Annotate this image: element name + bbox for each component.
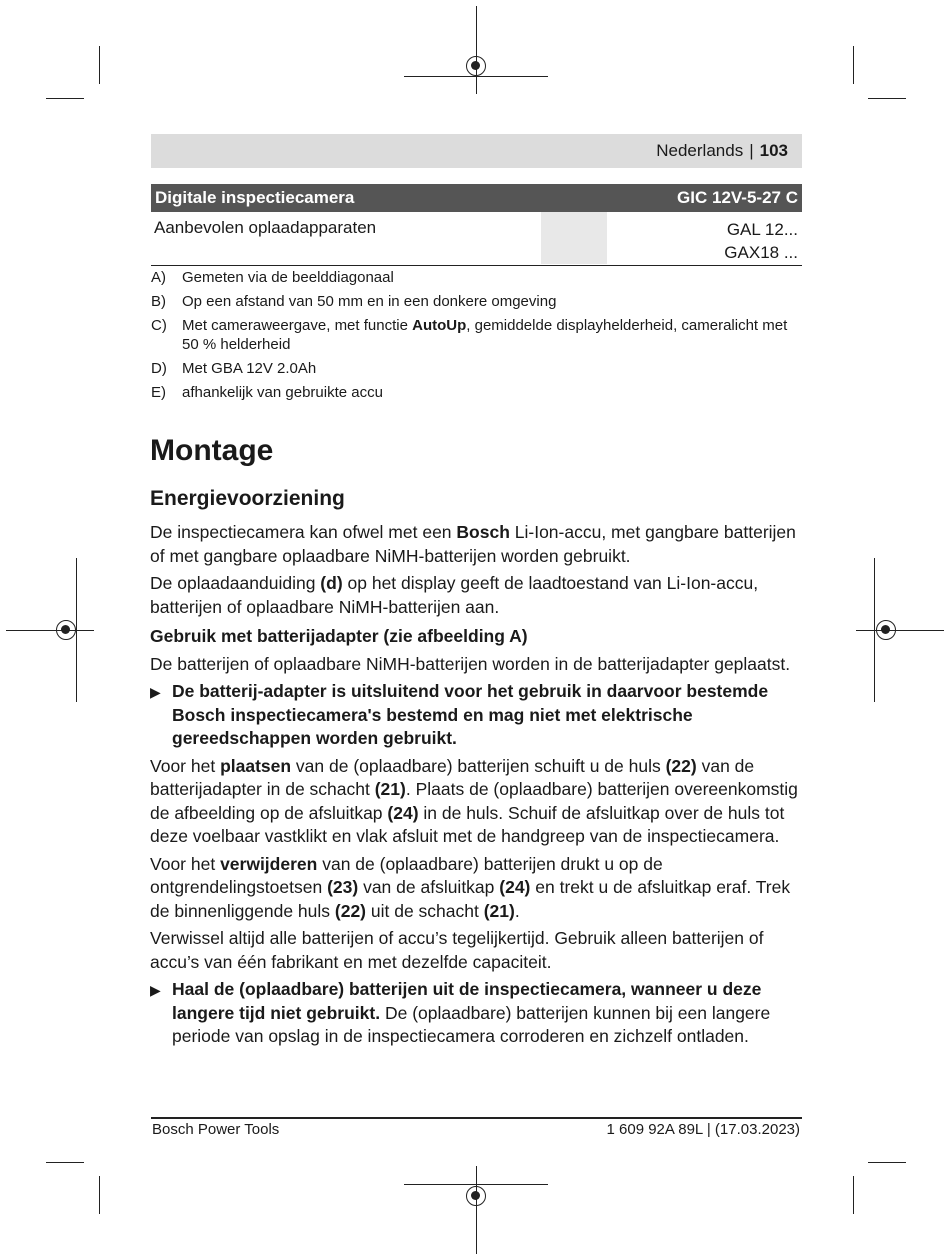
text-run: De inspectiecamera kan ofwel met een bbox=[150, 522, 457, 542]
row-value bbox=[724, 218, 798, 264]
text-run: op het display geeft de laadtoestand van Li-Ion-accu, batterijen of oplaadbare NiMH-batterijen aan. bbox=[150, 573, 759, 617]
text-run: Li-Ion-accu, met gangbare batterijen of met gangbare oplaadbare NiMH-batterijen worden gebruikt. bbox=[150, 522, 796, 566]
empty-cell bbox=[541, 212, 607, 264]
paragraph: De batterijen of oplaadbare NiMH-batterijen worden in de batterijadapter geplaatst. bbox=[150, 653, 791, 674]
text-run: . bbox=[514, 900, 520, 921]
footnote bbox=[151, 359, 801, 378]
section-title: Montage bbox=[150, 434, 274, 467]
warning-text: De batterij-adapter is uitsluitend voor het gebruik in daarvoor bestemde Bosch inspectiecamera's bestemd en mag niet met elektrische gereedschappen worden gebruikt. bbox=[172, 681, 769, 748]
body-text bbox=[150, 521, 805, 1053]
footnotes bbox=[151, 268, 801, 407]
footnote-text: Op een afstand van 50 mm en in een donkere omgeving bbox=[182, 293, 557, 310]
page-header bbox=[151, 134, 802, 168]
paragraph bbox=[150, 572, 805, 619]
footnote-text: Met GBA 12V 2.0Ah bbox=[182, 360, 317, 377]
text-run: uit de schacht bbox=[366, 900, 484, 921]
model-number: GIC 12V-5-27 C bbox=[677, 188, 798, 207]
reference-label: (24) bbox=[499, 877, 531, 897]
footnote bbox=[151, 316, 801, 354]
footnote bbox=[151, 292, 801, 311]
charger-1: GAL 12... bbox=[726, 220, 798, 239]
footnote-key: D) bbox=[151, 360, 167, 377]
footnote-key: A) bbox=[151, 269, 166, 286]
paragraph bbox=[150, 755, 805, 849]
reference-label: (23) bbox=[327, 877, 359, 897]
warning-emphasis: Haal de (oplaadbare) batterijen uit de inspectiecamera, wanneer u deze langere tijd niet gebruikt. bbox=[172, 979, 762, 1023]
warning-item bbox=[150, 680, 805, 751]
footnote-text: Gemeten via de beelddiagonaal bbox=[182, 269, 394, 286]
header-language: Nederlands bbox=[656, 141, 744, 160]
subsection-title: Energievoorziening bbox=[150, 487, 345, 510]
registration-mark-left bbox=[56, 620, 76, 640]
text-run: van de (oplaadbare) batterijen drukt u op de ontgrendelingstoetsen bbox=[150, 853, 663, 897]
text-run: in de huls. Schuif de afsluitkap over de huls tot deze voelbaar vastklikt en vlak afsluit met de handgreep van de inspectiecamera. bbox=[150, 802, 785, 846]
warning-item bbox=[150, 978, 805, 1049]
warning-arrow-icon: ▶ bbox=[150, 982, 161, 998]
footnote-key: B) bbox=[151, 293, 166, 310]
row-label: Aanbevolen oplaadapparaten bbox=[154, 218, 377, 237]
paragraph bbox=[150, 853, 805, 924]
footer-publisher: Bosch Power Tools bbox=[152, 1121, 280, 1138]
text-run: Voor het bbox=[150, 755, 221, 776]
table-row bbox=[151, 212, 802, 266]
footer-doc-id: 1 609 92A 89L | (17.03.2023) bbox=[606, 1121, 800, 1138]
footnote-text bbox=[182, 316, 801, 354]
emphasis: verwijderen bbox=[220, 853, 318, 874]
emphasis: plaatsen bbox=[220, 755, 292, 776]
reference-label: (22) bbox=[334, 900, 367, 921]
footnote-key: E) bbox=[151, 384, 166, 401]
warning-text bbox=[172, 978, 805, 1049]
autoup-term: AutoUp bbox=[412, 317, 467, 334]
footnote-text-part: , gemiddelde displayhelderheid, cameralicht met 50 % helderheid bbox=[182, 317, 788, 353]
reference-label: (21) bbox=[483, 900, 515, 921]
text-run: en trekt u de afsluitkap eraf. Trek de binnenliggende huls bbox=[150, 877, 791, 921]
footnote-text-part: Met cameraweergave, met functie bbox=[182, 317, 413, 334]
footnote bbox=[151, 383, 801, 402]
reference-label: (22) bbox=[665, 755, 697, 776]
text-run: Voor het bbox=[150, 853, 221, 874]
registration-mark-top bbox=[466, 56, 486, 76]
footnote-key: C) bbox=[151, 317, 167, 334]
text-run: . Plaats de (oplaadbare) batterijen overeenkomstig de afbeelding op de afsluitkap bbox=[150, 779, 798, 823]
reference-label: (21) bbox=[374, 779, 406, 799]
brand-name: Bosch bbox=[456, 522, 510, 542]
registration-mark-right bbox=[876, 620, 896, 640]
spec-table bbox=[151, 184, 802, 266]
reference-label: (d) bbox=[320, 573, 343, 593]
charger-2: GAX18 ... bbox=[724, 243, 798, 262]
warning-arrow-icon: ▶ bbox=[150, 684, 161, 700]
text-run: van de afsluitkap bbox=[358, 877, 500, 897]
header-separator: | bbox=[749, 141, 754, 160]
spec-table-header bbox=[151, 184, 802, 212]
footnote-text: afhankelijk van gebruikte accu bbox=[182, 384, 383, 401]
registration-mark-bottom bbox=[466, 1186, 486, 1206]
text-run: van de batterijadapter in de schacht bbox=[150, 755, 755, 799]
footnote bbox=[151, 268, 801, 287]
paragraph bbox=[150, 521, 805, 568]
reference-label: (24) bbox=[387, 802, 419, 823]
product-label: Digitale inspectiecamera bbox=[155, 188, 355, 207]
footer-rule bbox=[151, 1117, 802, 1119]
page-number: 103 bbox=[759, 141, 788, 160]
text-run: van de (oplaadbare) batterijen schuift u de huls bbox=[291, 755, 666, 776]
text-run: De oplaadaanduiding bbox=[150, 573, 321, 593]
paragraph: Verwissel altijd alle batterijen of accu’s tegelijkertijd. Gebruik alleen batterijen of accu’s van één fabrikant en met dezelfde capaciteit. bbox=[150, 928, 764, 972]
text-run: De (oplaadbare) batterijen kunnen bij een langere periode van opslag in de inspectiecamera corroderen en zichzelf ontladen. bbox=[172, 1002, 771, 1046]
subheading: Gebruik met batterijadapter (zie afbeelding A) bbox=[150, 626, 528, 646]
